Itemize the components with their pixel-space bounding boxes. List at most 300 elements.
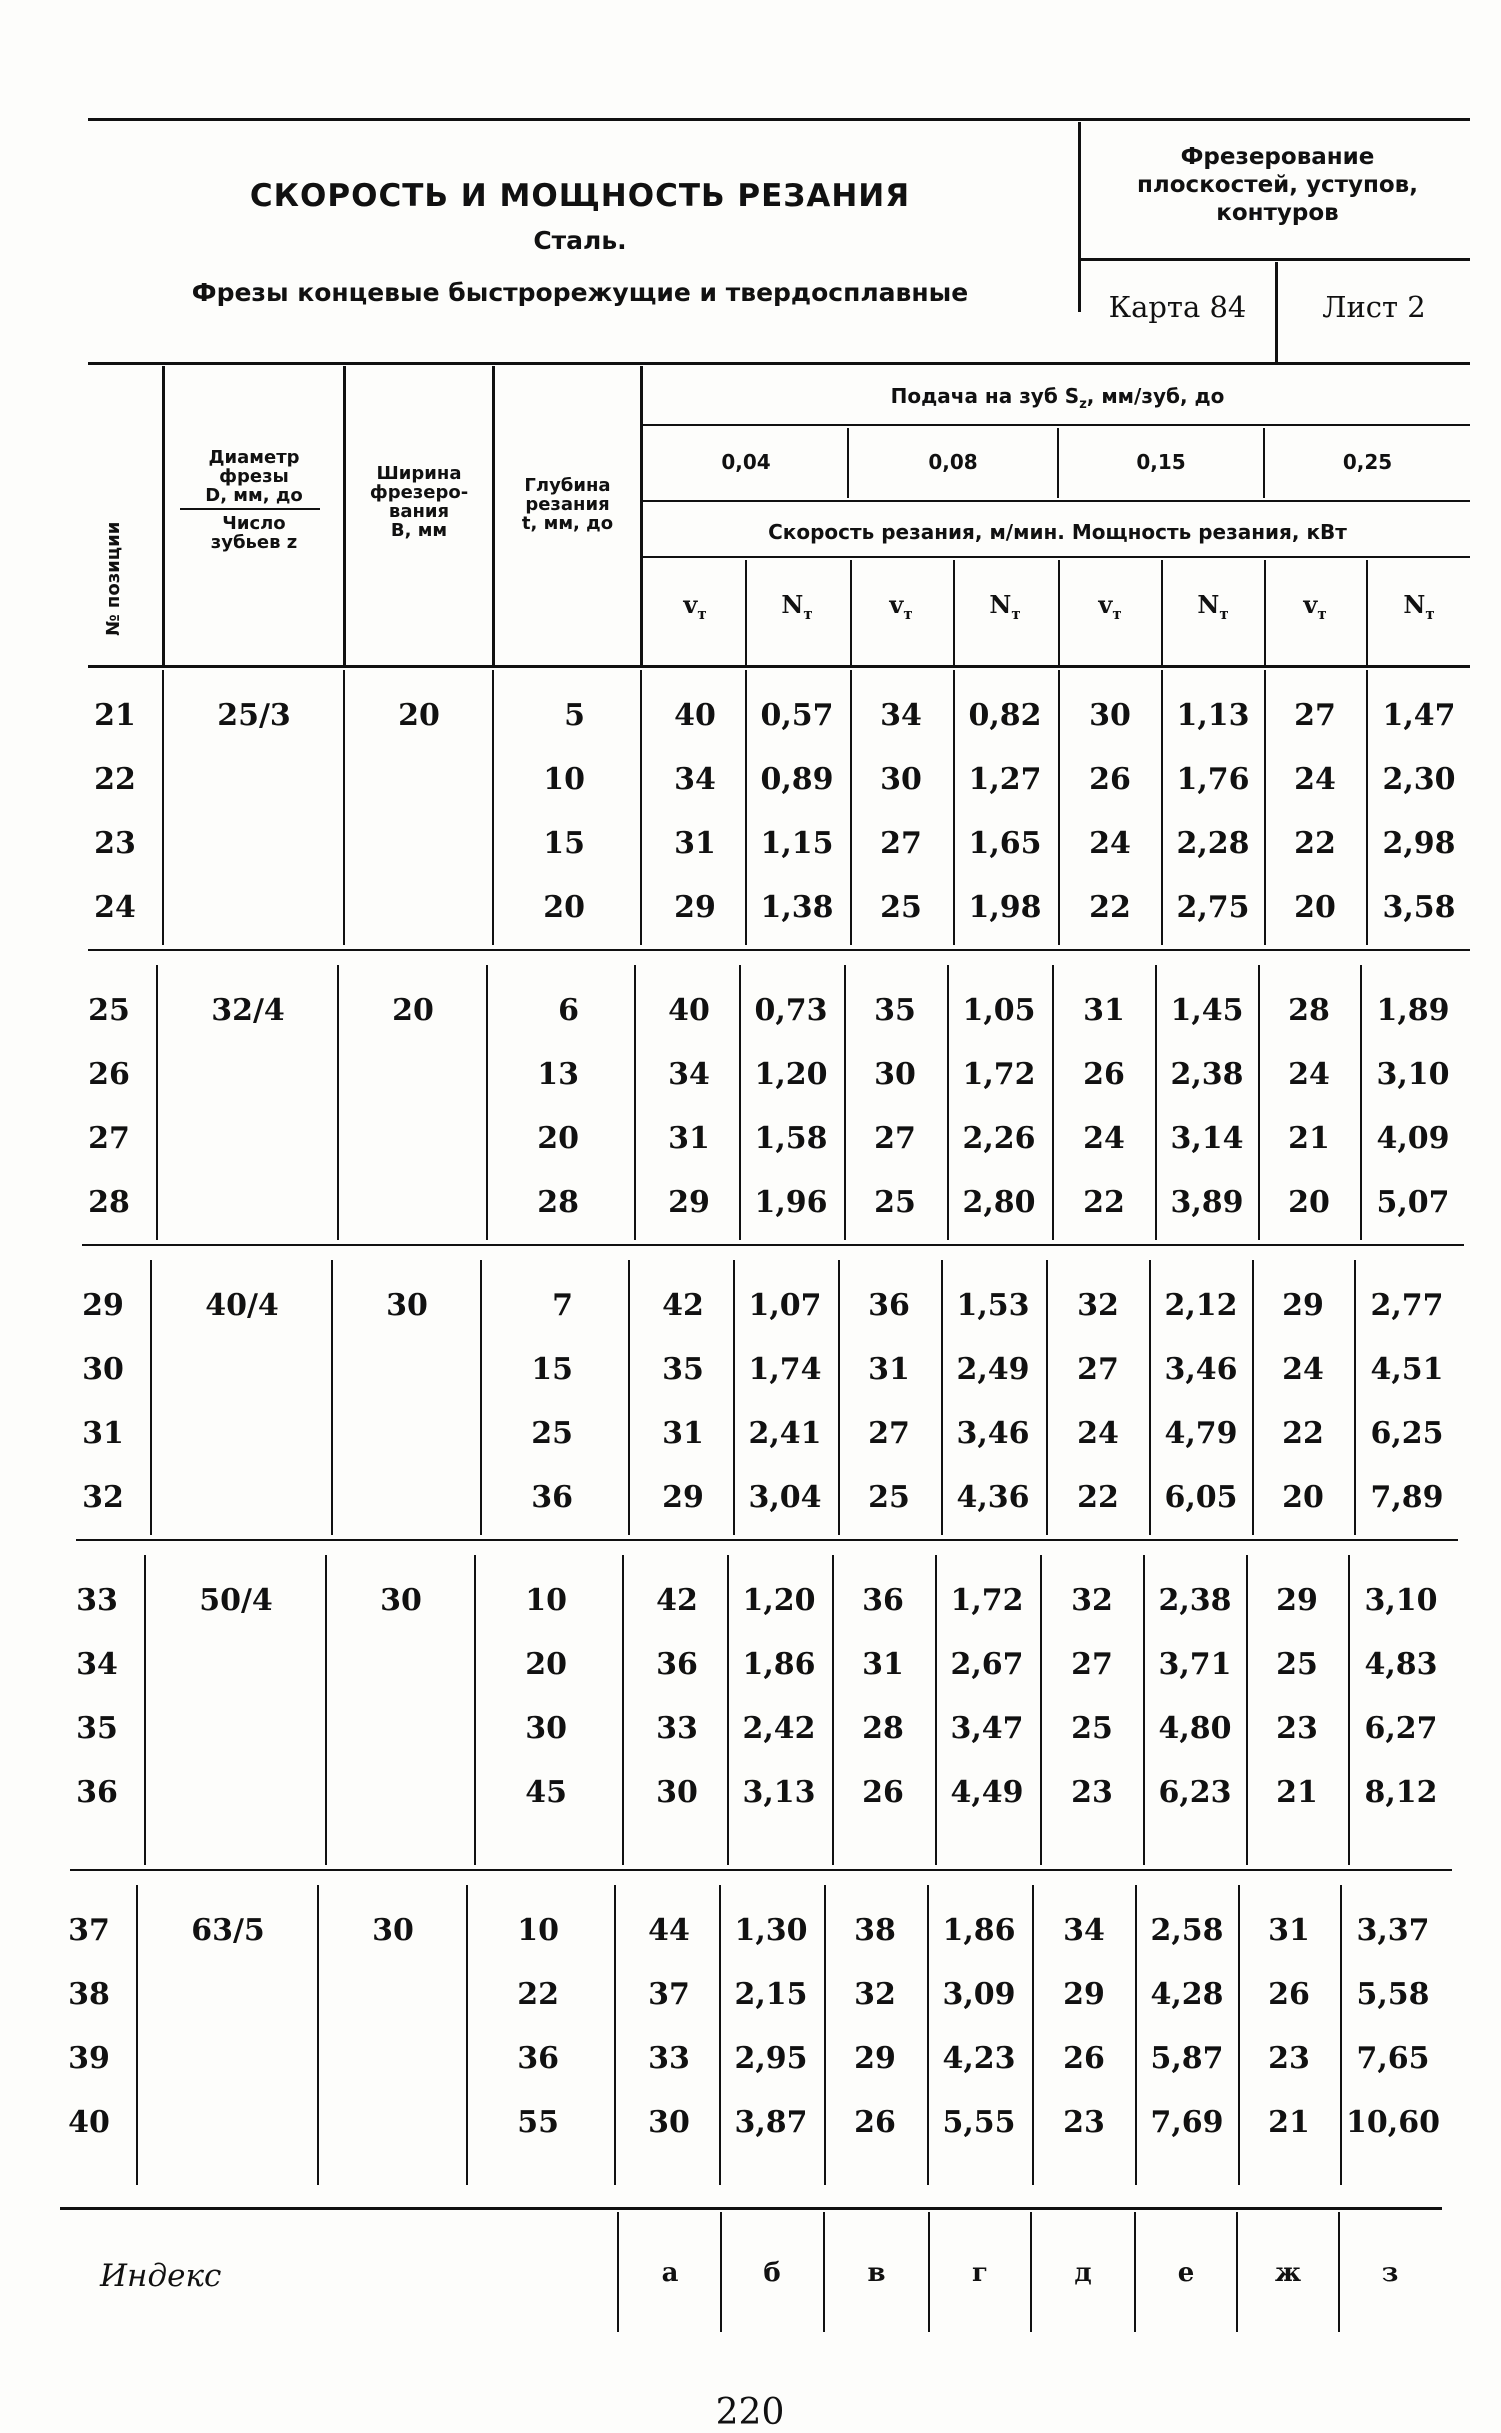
- speed-value: 30: [648, 2105, 690, 2140]
- speed-value: 24: [1077, 1416, 1119, 1451]
- speed-value: 25: [1276, 1647, 1318, 1682]
- position-header: № позиции: [103, 521, 124, 636]
- power-value: 1,74: [748, 1352, 822, 1387]
- speed-value: 24: [1288, 1057, 1330, 1092]
- power-symbol: $N_т$: [1197, 590, 1229, 623]
- index-letter: г: [972, 2258, 988, 2288]
- operation-line-3: контуров: [1216, 200, 1339, 226]
- power-value: 4,23: [942, 2041, 1016, 2076]
- diameter-header-3: D, мм, до: [205, 485, 303, 506]
- power-value: 5,87: [1150, 2041, 1224, 2076]
- speed-value: 31: [662, 1416, 704, 1451]
- power-value: 1,20: [742, 1583, 816, 1618]
- speed-value: 23: [1063, 2105, 1105, 2140]
- power-value: 1,98: [968, 890, 1042, 925]
- feed-value: 0,25: [1342, 450, 1393, 474]
- speed-value: 22: [1089, 890, 1131, 925]
- cutting-depth: 5: [564, 698, 585, 733]
- power-value: 3,89: [1170, 1185, 1244, 1220]
- speed-symbol: $v_т$: [1303, 590, 1327, 623]
- speed-value: 29: [1276, 1583, 1318, 1618]
- speed-value: 30: [874, 1057, 916, 1092]
- power-value: 1,27: [968, 762, 1042, 797]
- speed-value: 35: [874, 993, 916, 1028]
- speed-value: 21: [1276, 1775, 1318, 1810]
- body-col-divider: [640, 670, 642, 945]
- card-number: Карта 84: [1108, 290, 1247, 324]
- cutter-size: 50/4: [199, 1583, 273, 1618]
- power-value: 0,89: [760, 762, 834, 797]
- cutting-depth: 25: [531, 1416, 573, 1451]
- body-col-divider: [474, 1555, 476, 1865]
- body-col-divider: [162, 670, 164, 945]
- power-value: 1,89: [1376, 993, 1450, 1028]
- cutting-depth: 36: [517, 2041, 559, 2076]
- speed-value: 34: [668, 1057, 710, 1092]
- body-col-divider: [733, 1260, 735, 1535]
- width-header-2: фрезеро-: [369, 482, 469, 503]
- speed-value: 34: [880, 698, 922, 733]
- speed-value: 31: [674, 826, 716, 861]
- speed-value: 29: [668, 1185, 710, 1220]
- power-value: 2,28: [1176, 826, 1250, 861]
- header-bottom-rule: [88, 665, 1470, 668]
- index-letter: б: [763, 2258, 781, 2288]
- power-value: 1,45: [1170, 993, 1244, 1028]
- position-number: 23: [94, 826, 136, 861]
- speed-value: 28: [862, 1711, 904, 1746]
- speed-value: 36: [656, 1647, 698, 1682]
- speed-value: 31: [1268, 1913, 1310, 1948]
- group-rule: [82, 1244, 1464, 1246]
- power-value: 0,57: [760, 698, 834, 733]
- speed-value: 31: [862, 1647, 904, 1682]
- symbol-col-divider: [745, 560, 747, 665]
- speed-value: 40: [668, 993, 710, 1028]
- power-value: 4,83: [1364, 1647, 1438, 1682]
- body-col-divider: [1143, 1555, 1145, 1865]
- power-value: 2,49: [956, 1352, 1030, 1387]
- speed-value: 40: [674, 698, 716, 733]
- symbol-col-divider: [953, 560, 955, 665]
- position-number: 22: [94, 762, 136, 797]
- position-number: 40: [68, 2105, 110, 2140]
- speed-value: 27: [1294, 698, 1336, 733]
- power-value: 3,87: [734, 2105, 808, 2140]
- position-number: 37: [68, 1913, 110, 1948]
- feed-value: 0,15: [1136, 450, 1186, 474]
- body-col-divider: [727, 1555, 729, 1865]
- speed-value: 24: [1083, 1121, 1125, 1156]
- position-number: 33: [76, 1583, 118, 1618]
- cutter-size: 40/4: [205, 1288, 279, 1323]
- body-col-divider: [1149, 1260, 1151, 1535]
- sheet-number: Лист 2: [1322, 290, 1426, 324]
- speed-value: 22: [1077, 1480, 1119, 1515]
- power-value: 3,10: [1364, 1583, 1438, 1618]
- material-subtitle: Сталь.: [533, 226, 627, 255]
- power-value: 0,82: [968, 698, 1042, 733]
- position-number: 26: [88, 1057, 130, 1092]
- body-col-divider: [156, 965, 158, 1240]
- power-value: 4,28: [1150, 1977, 1224, 2012]
- cutting-depth: 36: [531, 1480, 573, 1515]
- speed-value: 25: [1071, 1711, 1113, 1746]
- width-header-1: Ширина: [376, 463, 462, 484]
- power-value: 4,51: [1370, 1352, 1444, 1387]
- speed-value: 44: [648, 1913, 690, 1948]
- power-value: 7,69: [1150, 2105, 1224, 2140]
- power-value: 4,09: [1376, 1121, 1450, 1156]
- speed-value: 25: [874, 1185, 916, 1220]
- power-value: 6,27: [1364, 1711, 1438, 1746]
- power-value: 0,73: [754, 993, 828, 1028]
- speed-value: 36: [868, 1288, 910, 1323]
- symbol-col-divider: [1366, 560, 1368, 665]
- speed-value: 27: [880, 826, 922, 861]
- width-header-4: B, мм: [390, 520, 448, 541]
- power-value: 5,55: [942, 2105, 1016, 2140]
- body-col-divider: [466, 1885, 468, 2185]
- cutter-size: 32/4: [211, 993, 285, 1028]
- speed-power-header: Скорость резания, м/мин. Мощность резания, кВт: [768, 520, 1347, 544]
- feed-value: 0,04: [721, 450, 771, 474]
- speed-value: 31: [868, 1352, 910, 1387]
- table-top-rule: [88, 362, 1470, 365]
- body-col-divider: [486, 965, 488, 1240]
- group-rule: [70, 1869, 1452, 1871]
- speed-value: 27: [874, 1121, 916, 1156]
- milling-width: 30: [372, 1913, 414, 1948]
- speed-value: 24: [1294, 762, 1336, 797]
- power-value: 1,53: [956, 1288, 1030, 1323]
- power-value: 4,80: [1158, 1711, 1232, 1746]
- power-value: 2,38: [1158, 1583, 1232, 1618]
- milling-width: 20: [392, 993, 434, 1028]
- speed-value: 33: [648, 2041, 690, 2076]
- power-value: 2,77: [1370, 1288, 1444, 1323]
- body-col-divider: [622, 1555, 624, 1865]
- cutter-size: 63/5: [191, 1913, 265, 1948]
- body-col-divider: [150, 1260, 152, 1535]
- cutting-depth: 13: [537, 1057, 579, 1092]
- body-col-divider: [719, 1885, 721, 2185]
- power-value: 2,26: [962, 1121, 1036, 1156]
- cutting-depth: 20: [543, 890, 585, 925]
- feed-value: 0,08: [928, 450, 978, 474]
- speed-value: 20: [1288, 1185, 1330, 1220]
- speed-value: 26: [862, 1775, 904, 1810]
- speed-value: 29: [662, 1480, 704, 1515]
- speed-value: 25: [880, 890, 922, 925]
- power-symbol: $N_т$: [1403, 590, 1435, 623]
- index-letter: з: [1381, 2258, 1399, 2288]
- speed-value: 24: [1089, 826, 1131, 861]
- power-value: 2,38: [1170, 1057, 1244, 1092]
- speed-value: 22: [1294, 826, 1336, 861]
- power-value: 2,41: [748, 1416, 822, 1451]
- power-value: 3,47: [950, 1711, 1024, 1746]
- cutting-depth: 7: [552, 1288, 573, 1323]
- operation-line-2: плоскостей, уступов,: [1137, 172, 1418, 198]
- col-divider-4: [640, 366, 643, 666]
- speed-value: 28: [1288, 993, 1330, 1028]
- index-letter: ж: [1274, 2258, 1302, 2288]
- position-number: 39: [68, 2041, 110, 2076]
- body-col-divider: [614, 1885, 616, 2185]
- power-value: 1,58: [754, 1121, 828, 1156]
- power-value: 3,46: [1164, 1352, 1238, 1387]
- speed-value: 22: [1083, 1185, 1125, 1220]
- speed-value: 30: [880, 762, 922, 797]
- diameter-header-2: фрезы: [219, 466, 289, 487]
- power-value: 1,65: [968, 826, 1042, 861]
- power-value: 3,04: [748, 1480, 822, 1515]
- power-value: 1,07: [748, 1288, 822, 1323]
- power-value: 2,42: [742, 1711, 816, 1746]
- power-value: 1,30: [734, 1913, 808, 1948]
- speed-value: 29: [854, 2041, 896, 2076]
- cutting-depth: 20: [537, 1121, 579, 1156]
- position-number: 34: [76, 1647, 118, 1682]
- speed-value: 27: [868, 1416, 910, 1451]
- power-value: 1,47: [1382, 698, 1456, 733]
- power-value: 5,07: [1376, 1185, 1450, 1220]
- speed-value: 32: [1071, 1583, 1113, 1618]
- speed-value: 34: [1063, 1913, 1105, 1948]
- index-label: Индекс: [100, 2258, 222, 2294]
- power-value: 2,75: [1176, 890, 1250, 925]
- power-value: 2,67: [950, 1647, 1024, 1682]
- top-rule: [88, 118, 1470, 121]
- cutting-depth: 28: [537, 1185, 579, 1220]
- body-col-divider: [634, 965, 636, 1240]
- power-value: 1,13: [1176, 698, 1250, 733]
- depth-header-1: Глубина: [524, 475, 611, 496]
- index-col-divider: [617, 2212, 619, 2332]
- speed-value: 27: [1077, 1352, 1119, 1387]
- speed-value: 29: [1063, 1977, 1105, 2012]
- operation-line-1: Фрезерование: [1180, 144, 1375, 170]
- feed-header: Подача на зуб $S_z$, мм/зуб, до: [890, 384, 1225, 412]
- speed-value: 38: [854, 1913, 896, 1948]
- power-value: 8,12: [1364, 1775, 1438, 1810]
- power-value: 2,98: [1382, 826, 1456, 861]
- body-col-divider: [337, 965, 339, 1240]
- position-number: 29: [82, 1288, 124, 1323]
- tool-subtitle: Фрезы концевые быстрорежущие и твердосплавные: [191, 278, 969, 307]
- milling-width: 30: [386, 1288, 428, 1323]
- speed-value: 22: [1282, 1416, 1324, 1451]
- cutting-depth: 15: [543, 826, 585, 861]
- speed-value: 37: [648, 1977, 690, 2012]
- power-value: 4,49: [950, 1775, 1024, 1810]
- power-value: 1,96: [754, 1185, 828, 1220]
- symbol-col-divider: [1058, 560, 1060, 665]
- speed-value: 26: [1089, 762, 1131, 797]
- cutting-depth: 20: [525, 1647, 567, 1682]
- diameter-fraction-bar: [180, 508, 320, 510]
- body-col-divider: [144, 1555, 146, 1865]
- header-divider: [1078, 122, 1081, 312]
- speed-value: 23: [1276, 1711, 1318, 1746]
- teeth-header-1: Число: [222, 513, 286, 534]
- power-value: 4,79: [1164, 1416, 1238, 1451]
- speed-value: 42: [662, 1288, 704, 1323]
- symbol-col-divider: [850, 560, 852, 665]
- speed-value: 30: [656, 1775, 698, 1810]
- body-col-divider: [1161, 670, 1163, 945]
- body-col-divider: [745, 670, 747, 945]
- page-title: СКОРОСТЬ И МОЩНОСТЬ РЕЗАНИЯ: [249, 178, 911, 214]
- speed-value: 21: [1288, 1121, 1330, 1156]
- body-col-divider: [480, 1260, 482, 1535]
- group-rule: [88, 949, 1470, 951]
- speed-value: 32: [1077, 1288, 1119, 1323]
- speed-rule-top: [643, 500, 1470, 502]
- speed-symbol: $v_т$: [683, 590, 707, 623]
- power-value: 1,86: [942, 1913, 1016, 1948]
- milling-width: 20: [398, 698, 440, 733]
- position-number: 36: [76, 1775, 118, 1810]
- body-col-divider: [1135, 1885, 1137, 2185]
- index-letter: в: [867, 2258, 886, 2288]
- power-value: 2,30: [1382, 762, 1456, 797]
- speed-value: 31: [668, 1121, 710, 1156]
- power-value: 3,09: [942, 1977, 1016, 2012]
- body-col-divider: [1155, 965, 1157, 1240]
- power-value: 1,76: [1176, 762, 1250, 797]
- milling-width: 30: [380, 1583, 422, 1618]
- speed-value: 21: [1268, 2105, 1310, 2140]
- power-value: 3,14: [1170, 1121, 1244, 1156]
- speed-symbol: $v_т$: [1098, 590, 1122, 623]
- depth-header-3: t, мм, до: [521, 513, 614, 534]
- power-value: 2,12: [1164, 1288, 1238, 1323]
- speed-value: 20: [1282, 1480, 1324, 1515]
- speed-value: 27: [1071, 1647, 1113, 1682]
- position-number: 28: [88, 1185, 130, 1220]
- diameter-header-1: Диаметр: [208, 447, 300, 468]
- cutting-depth: 45: [525, 1775, 567, 1810]
- power-value: 3,58: [1382, 890, 1456, 925]
- power-value: 2,95: [734, 2041, 808, 2076]
- speed-value: 32: [854, 1977, 896, 2012]
- cutting-depth: 10: [517, 1913, 559, 1948]
- body-col-divider: [325, 1555, 327, 1865]
- operation-rule: [1078, 258, 1470, 261]
- body-col-divider: [492, 670, 494, 945]
- symbol-col-divider: [1264, 560, 1266, 665]
- body-col-divider: [628, 1260, 630, 1535]
- power-value: 3,13: [742, 1775, 816, 1810]
- speed-value: 30: [1089, 698, 1131, 733]
- speed-value: 24: [1282, 1352, 1324, 1387]
- power-value: 2,80: [962, 1185, 1036, 1220]
- power-value: 6,25: [1370, 1416, 1444, 1451]
- speed-value: 34: [674, 762, 716, 797]
- width-header-3: вания: [388, 501, 450, 522]
- power-value: 7,65: [1356, 2041, 1430, 2076]
- power-value: 2,58: [1150, 1913, 1224, 1948]
- feed-rule: [643, 424, 1470, 426]
- cutting-depth: 10: [543, 762, 585, 797]
- body-col-divider: [739, 965, 741, 1240]
- power-symbol: $N_т$: [781, 590, 813, 623]
- speed-value: 26: [1063, 2041, 1105, 2076]
- speed-value: 25: [868, 1480, 910, 1515]
- position-number: 35: [76, 1711, 118, 1746]
- cutting-depth: 10: [525, 1583, 567, 1618]
- speed-value: 36: [862, 1583, 904, 1618]
- power-value: 7,89: [1370, 1480, 1444, 1515]
- power-value: 6,05: [1164, 1480, 1238, 1515]
- speed-rule-bottom: [643, 556, 1470, 558]
- speed-value: 29: [674, 890, 716, 925]
- power-value: 1,38: [760, 890, 834, 925]
- index-letter: д: [1074, 2258, 1092, 2288]
- position-number: 24: [94, 890, 136, 925]
- position-number: 25: [88, 993, 130, 1028]
- index-top-rule: [60, 2207, 1442, 2210]
- cutting-depth: 30: [525, 1711, 567, 1746]
- speed-value: 20: [1294, 890, 1336, 925]
- power-value: 2,15: [734, 1977, 808, 2012]
- speed-value: 42: [656, 1583, 698, 1618]
- cutting-depth: 6: [558, 993, 579, 1028]
- depth-header-2: резания: [525, 494, 610, 515]
- power-value: 4,36: [956, 1480, 1030, 1515]
- power-value: 3,71: [1158, 1647, 1232, 1682]
- body-col-divider: [317, 1885, 319, 2185]
- cutting-depth: 55: [517, 2105, 559, 2140]
- position-number: 21: [94, 698, 136, 733]
- position-number: 27: [88, 1121, 130, 1156]
- power-value: 3,37: [1356, 1913, 1430, 1948]
- power-value: 3,10: [1376, 1057, 1450, 1092]
- speed-value: 29: [1282, 1288, 1324, 1323]
- power-value: 1,20: [754, 1057, 828, 1092]
- page-number: 220: [715, 2392, 785, 2433]
- speed-value: 26: [1268, 1977, 1310, 2012]
- power-value: 10,60: [1346, 2105, 1440, 2140]
- position-number: 30: [82, 1352, 124, 1387]
- speed-value: 23: [1268, 2041, 1310, 2076]
- cutting-depth: 15: [531, 1352, 573, 1387]
- power-value: 5,58: [1356, 1977, 1430, 2012]
- cutting-depth: 22: [517, 1977, 559, 2012]
- index-letter: а: [661, 2258, 679, 2288]
- speed-symbol: $v_т$: [889, 590, 913, 623]
- group-rule: [76, 1539, 1458, 1541]
- speed-value: 35: [662, 1352, 704, 1387]
- symbol-col-divider: [1161, 560, 1163, 665]
- speed-value: 23: [1071, 1775, 1113, 1810]
- speed-value: 31: [1083, 993, 1125, 1028]
- power-value: 1,05: [962, 993, 1036, 1028]
- power-value: 1,72: [962, 1057, 1036, 1092]
- power-value: 1,72: [950, 1583, 1024, 1618]
- body-col-divider: [331, 1260, 333, 1535]
- position-number: 32: [82, 1480, 124, 1515]
- power-value: 6,23: [1158, 1775, 1232, 1810]
- power-value: 1,15: [760, 826, 834, 861]
- power-symbol: $N_т$: [989, 590, 1021, 623]
- body-col-divider: [136, 1885, 138, 2185]
- position-number: 31: [82, 1416, 124, 1451]
- body-col-divider: [343, 670, 345, 945]
- power-value: 3,46: [956, 1416, 1030, 1451]
